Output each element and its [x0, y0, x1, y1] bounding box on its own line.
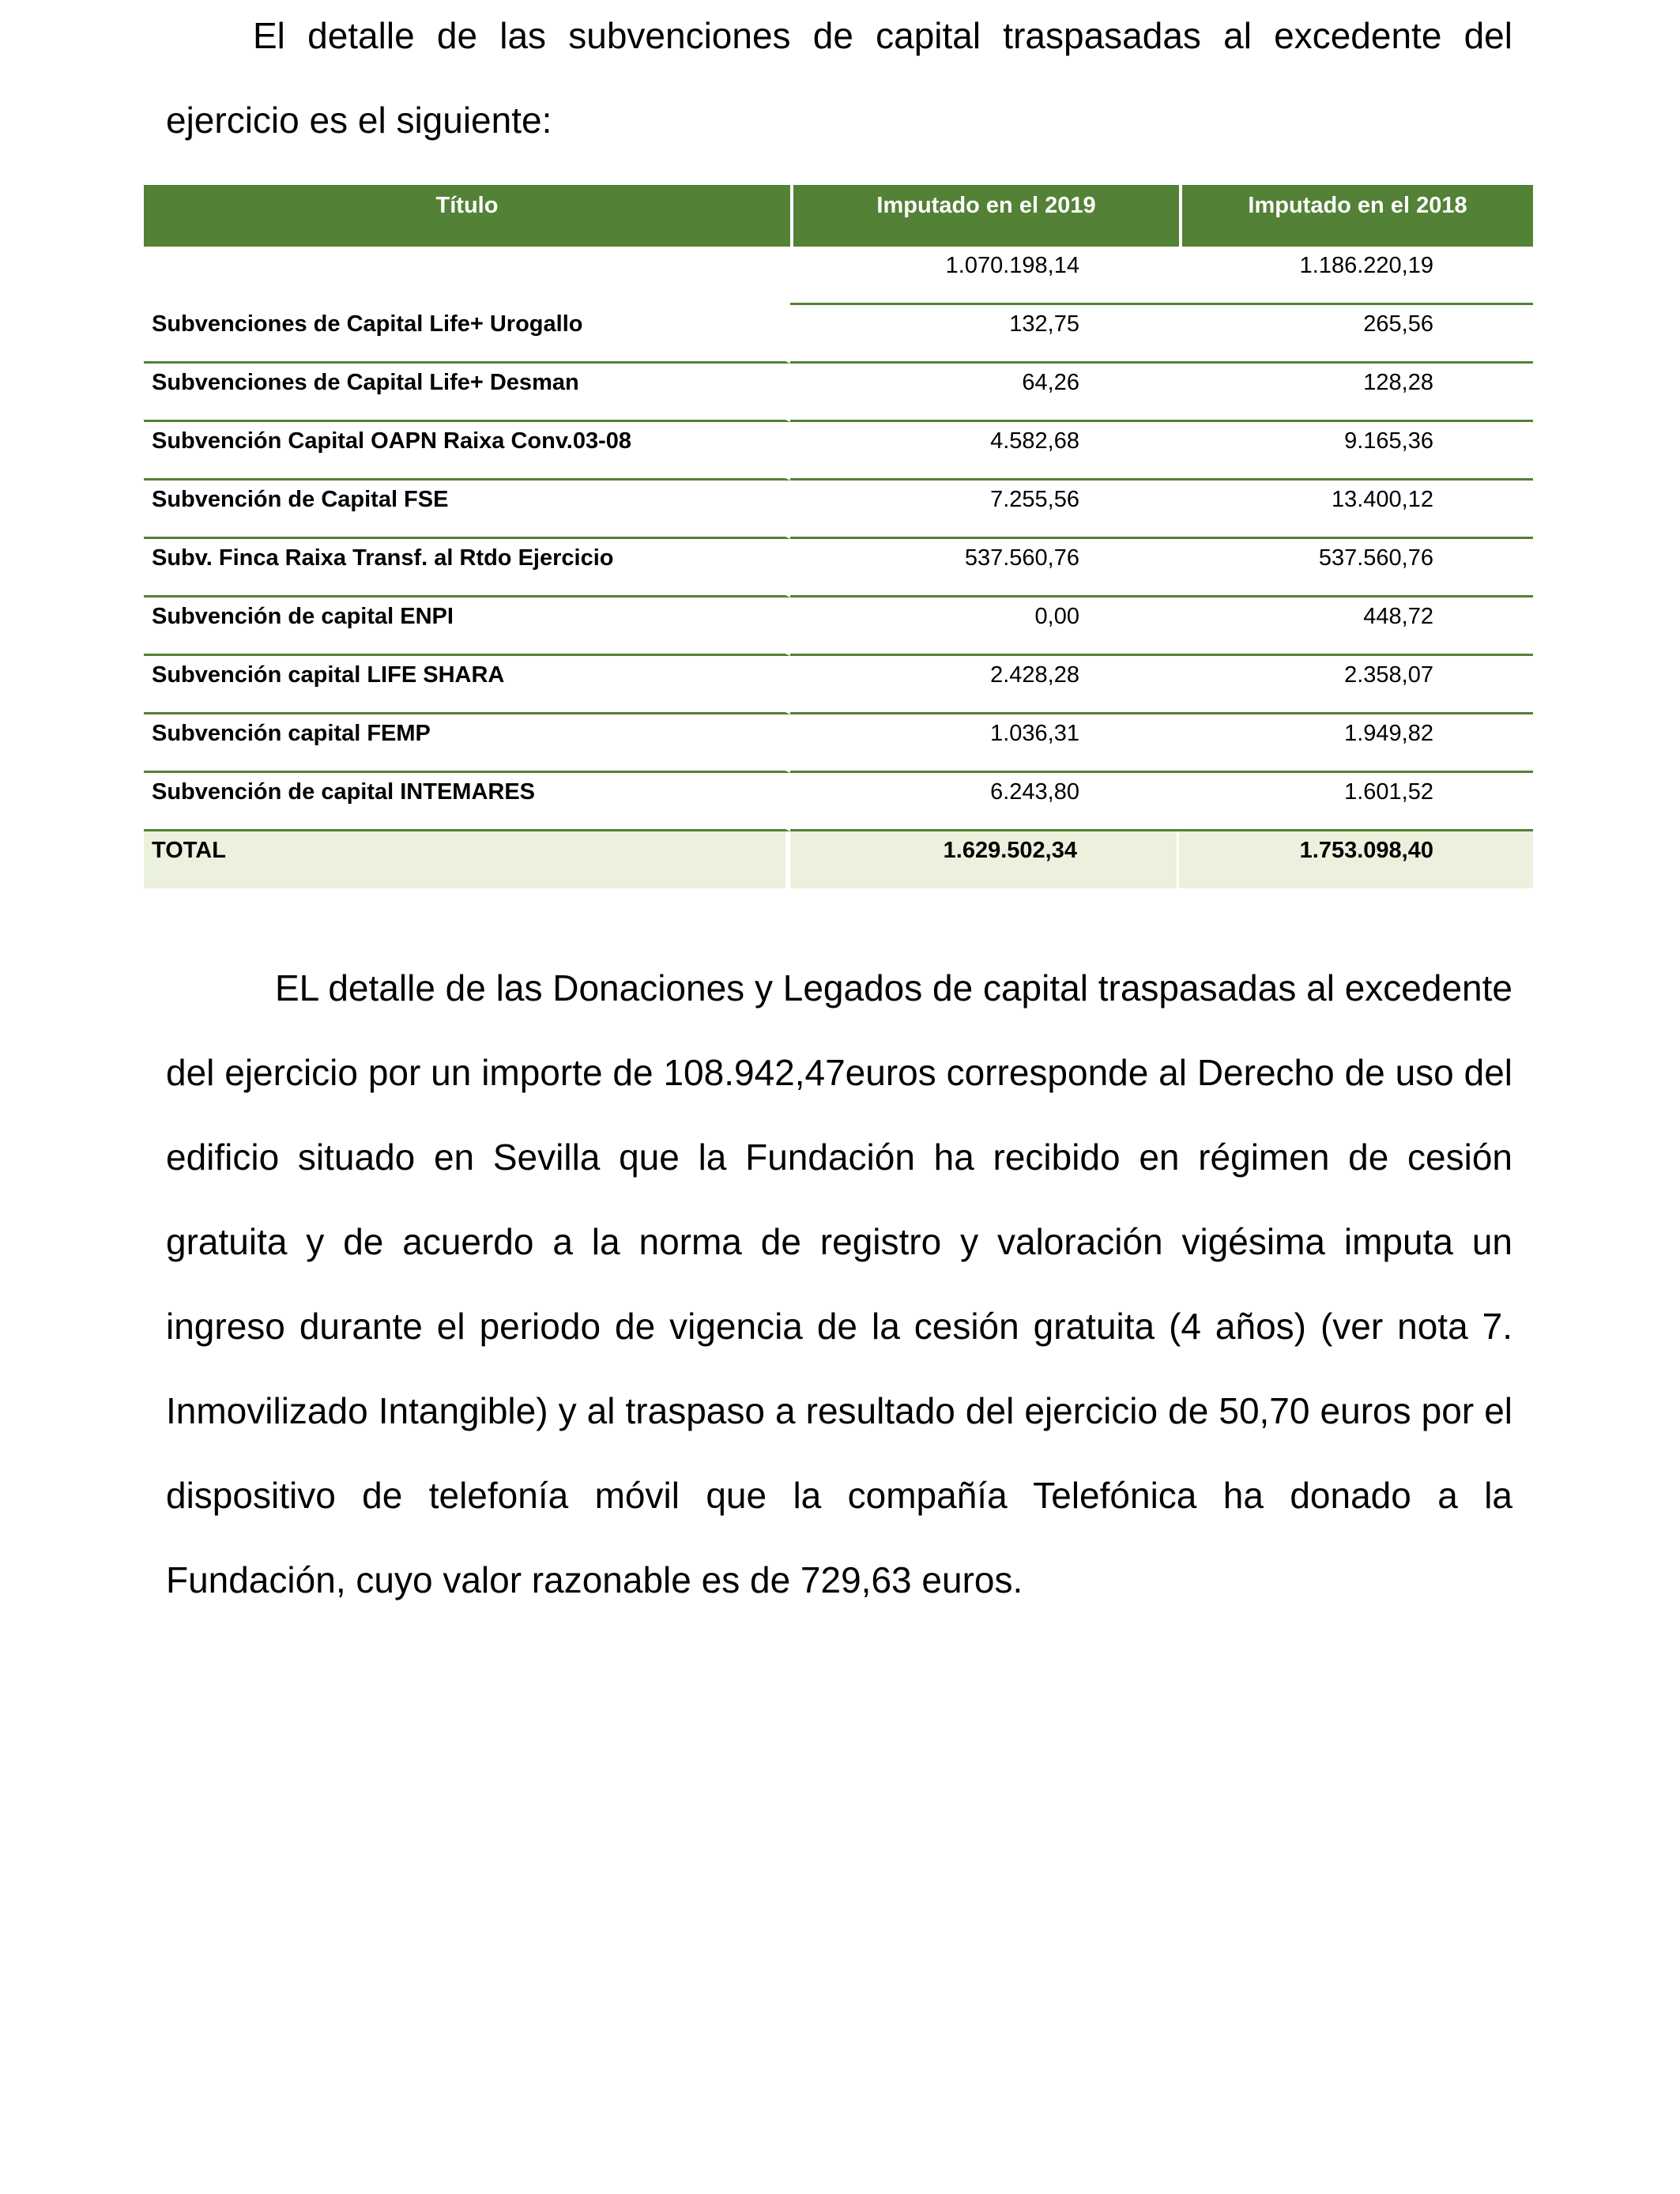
header-title: Título	[144, 185, 790, 247]
row-value-2019: 0,00	[790, 598, 1179, 656]
row-value-2019: 4.582,68	[790, 422, 1179, 481]
row-value-2018: 537.560,76	[1179, 539, 1533, 598]
row-title: Subvención Capital OAPN Raixa Conv.03-08	[144, 422, 790, 481]
table-row	[144, 305, 1533, 364]
row-value-2019: 7.255,56	[790, 481, 1179, 539]
table-row	[144, 247, 1533, 305]
header-2018: Imputado en el 2018	[1179, 185, 1533, 247]
header-2019: Imputado en el 2019	[790, 185, 1179, 247]
row-value-2019: 132,75	[790, 305, 1179, 364]
total-title: TOTAL	[144, 831, 790, 888]
total-value-2019: 1.629.502,34	[790, 831, 1179, 888]
row-title: Subvención capital FEMP	[144, 714, 790, 773]
row-value-2019: 1.070.198,14	[790, 247, 1179, 305]
row-value-2019: 2.428,28	[790, 656, 1179, 714]
table-row	[144, 714, 1533, 773]
table-row	[144, 481, 1533, 539]
row-value-2018: 265,56	[1179, 305, 1533, 364]
table-total-row	[144, 831, 1533, 888]
row-title: Subvención de capital INTEMARES	[144, 773, 790, 831]
intro-paragraph: El detalle de las subvenciones de capital traspasadas al excedente del ejercicio es el siguiente:	[166, 15, 1512, 141]
row-value-2018: 1.601,52	[1179, 773, 1533, 831]
row-title: Subvenciones de Capital Life+ Urogallo	[144, 305, 790, 364]
row-title: Subvenciones de Capital Life+ Desman	[144, 364, 790, 422]
row-value-2018: 448,72	[1179, 598, 1533, 656]
row-value-2019: 64,26	[790, 364, 1179, 422]
subsidies-table	[144, 185, 1533, 888]
row-title: Subvención capital LIFE SHARA	[144, 656, 790, 714]
row-title: Subv. Finca Raixa Transf. al Rtdo Ejercicio	[144, 539, 790, 598]
table-row	[144, 656, 1533, 714]
row-value-2018: 128,28	[1179, 364, 1533, 422]
table-row	[144, 422, 1533, 481]
row-value-2019: 6.243,80	[790, 773, 1179, 831]
row-value-2019: 537.560,76	[790, 539, 1179, 598]
table-row	[144, 364, 1533, 422]
total-value-2018: 1.753.098,40	[1179, 831, 1533, 888]
row-value-2018: 9.165,36	[1179, 422, 1533, 481]
row-title	[144, 247, 790, 305]
row-value-2019: 1.036,31	[790, 714, 1179, 773]
table-row	[144, 598, 1533, 656]
table-row	[144, 539, 1533, 598]
row-value-2018: 1.949,82	[1179, 714, 1533, 773]
row-title: Subvención de Capital FSE	[144, 481, 790, 539]
row-value-2018: 13.400,12	[1179, 481, 1533, 539]
table-header-row	[144, 185, 1533, 247]
row-title: Subvención de capital ENPI	[144, 598, 790, 656]
table-row	[144, 773, 1533, 831]
donations-paragraph: EL detalle de las Donaciones y Legados de capital traspasadas al excedente del ejercicio por un importe de 108.942,47euros corresponde al Derecho de uso del edificio situado en Sevilla que la Fundación ha recibido en régimen de cesión gratuita y de acuerdo a la norma de registro y valoración vigésima imputa un ingreso durante el periodo de vigencia de la cesión gratuita (4 años) (ver nota 7. Inmovilizado Intangible) y al traspaso a resultado del ejercicio de 50,70 euros por el dispositivo de telefonía móvil que la compañía Telefónica ha donado a la Fundación, cuyo valor razonable es de 729,63 euros.	[166, 967, 1512, 1600]
row-value-2018: 1.186.220,19	[1179, 247, 1533, 305]
row-value-2018: 2.358,07	[1179, 656, 1533, 714]
